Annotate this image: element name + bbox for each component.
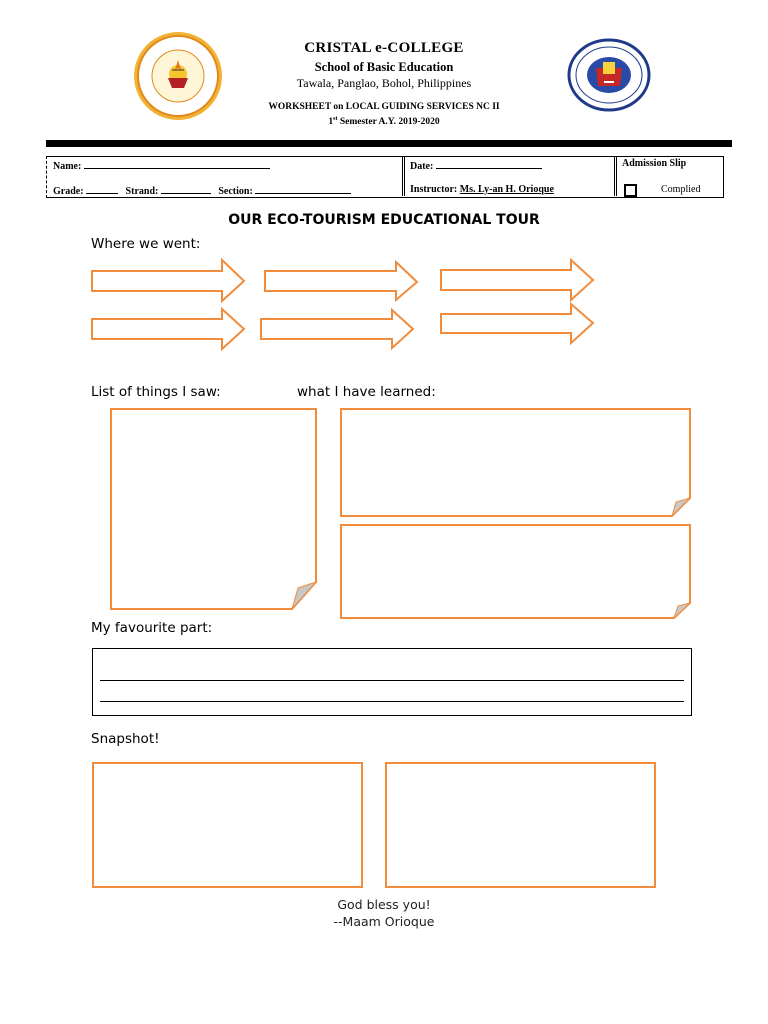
- saw-note-box: [111, 409, 316, 609]
- answer-line[interactable]: [100, 701, 684, 702]
- name-label: Name:: [53, 161, 82, 172]
- instructor-label: Instructor:: [410, 184, 458, 195]
- snapshot-box-2[interactable]: [385, 762, 656, 888]
- admission-slip-label: Admission Slip: [622, 158, 687, 169]
- strand-label: Strand:: [125, 186, 159, 197]
- school-division: School of Basic Education: [314, 60, 454, 74]
- school-name: CRISTAL e-COLLEGE: [304, 40, 464, 56]
- saw-label: List of things I saw:: [91, 384, 221, 400]
- grade-label: Grade:: [53, 186, 84, 197]
- snapshot-label: Snapshot!: [91, 731, 160, 747]
- closing-signature: --Maam Orioque: [333, 914, 435, 929]
- favourite-answer-box[interactable]: [92, 648, 692, 716]
- date-label: Date:: [410, 161, 434, 172]
- where-label: Where we went:: [91, 236, 201, 252]
- semester-line: 1st Semester A.Y. 2019-2020: [328, 116, 440, 128]
- closing-blessing: God bless you!: [337, 897, 431, 912]
- learned-label: what I have learned:: [297, 384, 436, 400]
- section-label: Section:: [218, 186, 253, 197]
- page-title: OUR ECO-TOURISM EDUCATIONAL TOUR: [228, 212, 540, 228]
- learned-note-box-1: [341, 409, 690, 516]
- worksheet-title: WORKSHEET on LOCAL GUIDING SERVICES NC II: [268, 102, 500, 112]
- answer-line[interactable]: [100, 680, 684, 681]
- instructor-name: Ms. Ly-an H. Orioque: [459, 184, 554, 195]
- complied-label: Complied: [661, 184, 701, 195]
- learned-note-box-2: [341, 525, 690, 618]
- school-address: Tawala, Panglao, Bohol, Philippines: [296, 76, 472, 90]
- snapshot-box-1[interactable]: [92, 762, 363, 888]
- favourite-label: My favourite part:: [91, 620, 213, 636]
